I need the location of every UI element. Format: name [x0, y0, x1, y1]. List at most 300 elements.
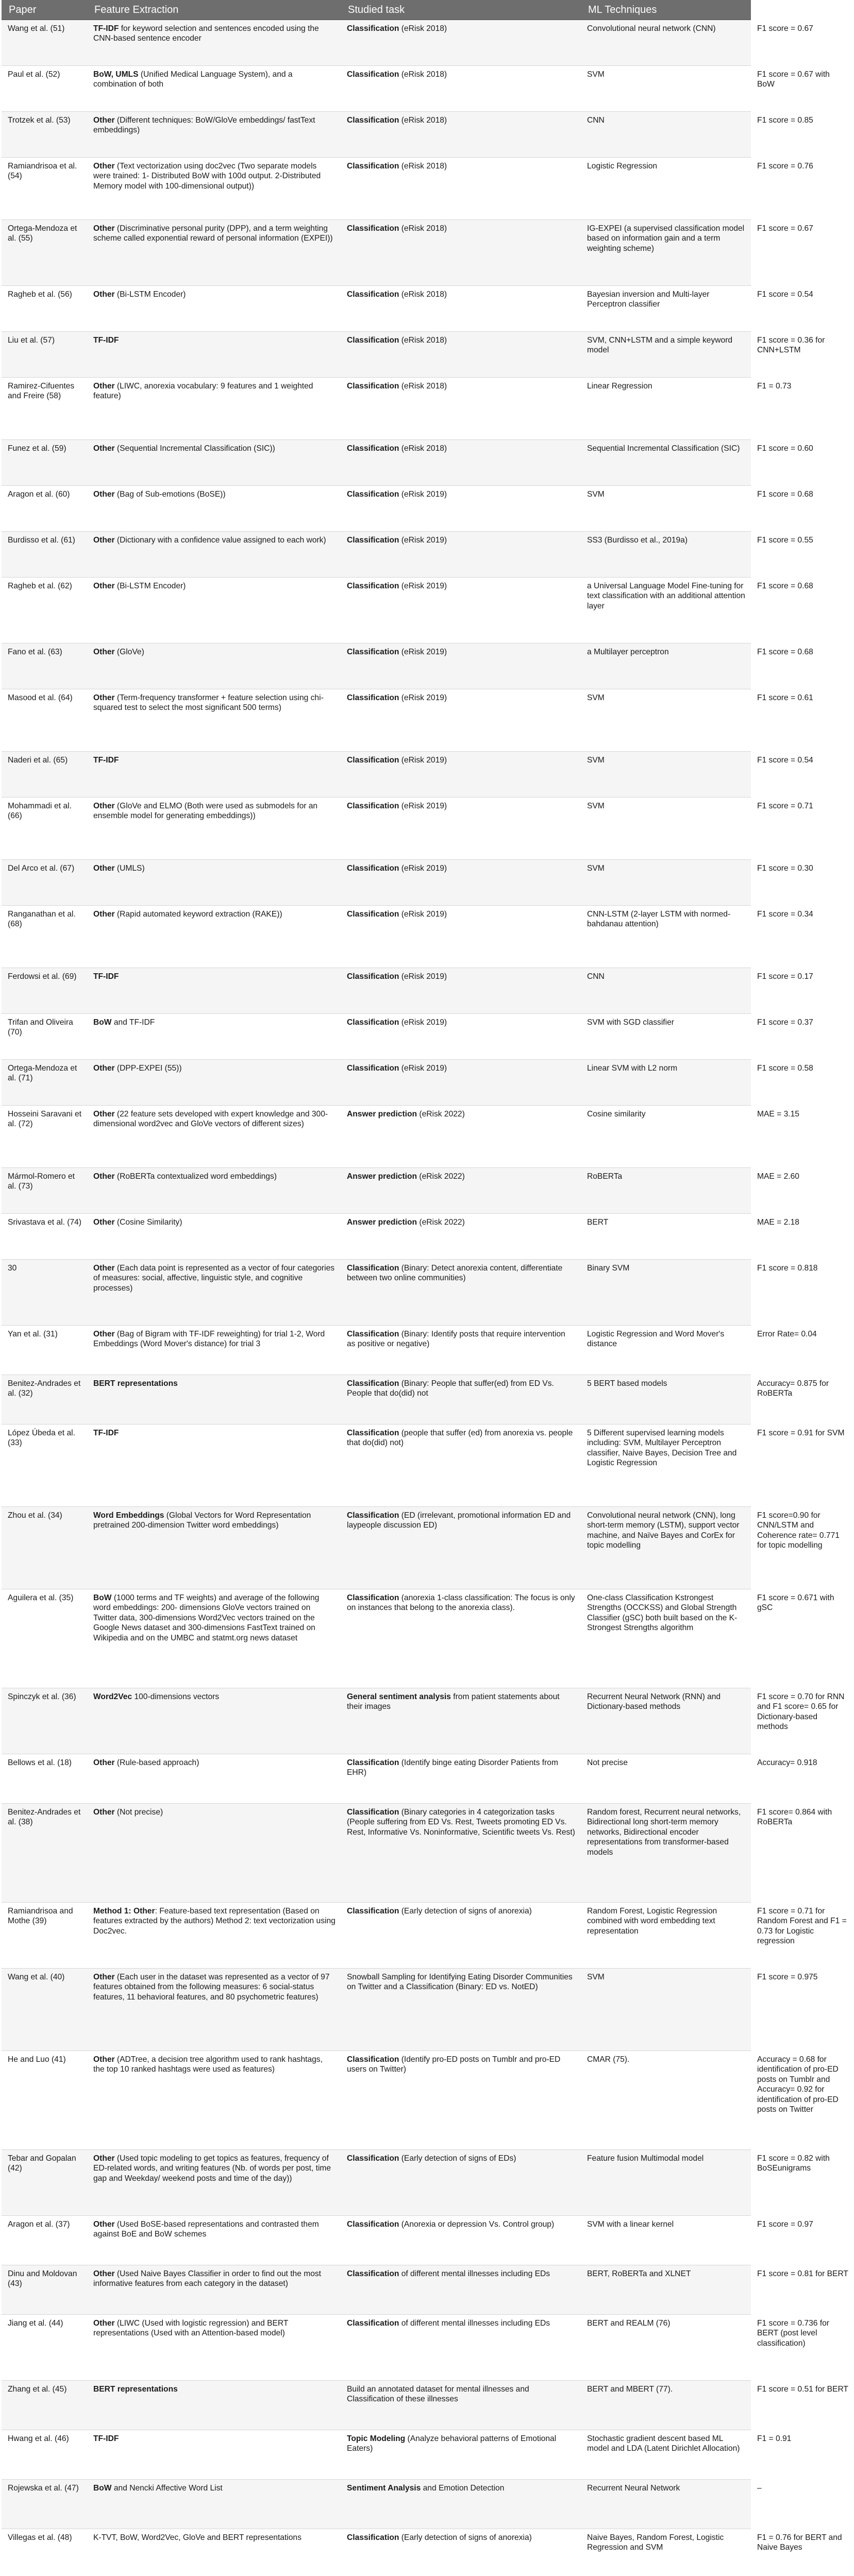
- cell-ml-techniques: [581, 2529, 751, 2576]
- cell-paper: [2, 2315, 87, 2380]
- task-detail: (eRisk 2022): [417, 1218, 465, 1227]
- task-detail: (Early detection of signs of anorexia): [399, 2533, 532, 2542]
- cell-studied-task: [341, 643, 581, 689]
- performance-value: F1 score= 0.864 with RoBERTa: [757, 1808, 832, 1827]
- cell-paper: [2, 578, 87, 643]
- task-type: Classification: [347, 2269, 399, 2278]
- cell-studied-task: [341, 689, 581, 751]
- cell-paper: [2, 332, 87, 377]
- table-row: [2, 158, 813, 220]
- cell-paper: [2, 2381, 87, 2430]
- task-type: Classification: [347, 444, 399, 453]
- task-type: Classification: [347, 802, 399, 810]
- table-row: [2, 1903, 847, 1969]
- paper-reference: Ferdowsi et al. (69): [8, 972, 77, 981]
- cell-ml-techniques: [581, 2430, 751, 2479]
- performance-value: Accuracy= 0.918: [757, 1758, 817, 1767]
- table-row: [2, 2051, 839, 2150]
- cell-feature-extraction: [87, 1106, 341, 1167]
- performance-value: F1 score = 0.54: [757, 290, 813, 299]
- task-type: Classification: [347, 972, 399, 981]
- feature-method: TF-IDF: [93, 2434, 119, 2443]
- table-row: [2, 1804, 832, 1903]
- performance-value: MAE = 3.15: [757, 1110, 799, 1118]
- paper-reference: Hwang et al. (46): [8, 2434, 69, 2443]
- feature-method: TF-IDF: [93, 336, 119, 345]
- performance-value: F1 score = 0.70 for RNN and F1 score= 0.65 for Dictionary-based methods: [757, 1692, 845, 1732]
- task-type: Classification: [347, 1264, 399, 1273]
- ml-technique: BERT and MBERT (77).: [587, 2385, 673, 2394]
- cell-feature-extraction: [87, 798, 341, 859]
- table-row: [2, 689, 813, 752]
- cell-feature-extraction: [87, 1804, 341, 1902]
- task-detail: (eRisk 2019): [399, 693, 447, 702]
- cell-performance: [751, 2430, 854, 2479]
- cell-feature-extraction: [87, 158, 341, 219]
- cell-paper: [2, 1903, 87, 1968]
- paper-reference: Del Arco et al. (67): [8, 864, 75, 873]
- table-row: [2, 1589, 834, 1688]
- task-detail: (Binary: People that suffer(ed) from ED Vs. People that do(did) not: [347, 1379, 554, 1398]
- performance-value: F1 score = 0.58: [757, 1064, 813, 1073]
- cell-ml-techniques: [581, 1060, 751, 1105]
- feature-detail: (Bi-LSTM Encoder): [114, 582, 186, 590]
- performance-value: –: [757, 2484, 762, 2493]
- table-row: [2, 1168, 799, 1214]
- feature-detail: (UMLS): [114, 864, 145, 873]
- paper-reference: Ramiandrisoa and Mothe (39): [8, 1907, 73, 1926]
- task-type: Classification: [347, 1594, 399, 1602]
- cell-paper: [2, 2480, 87, 2529]
- cell-paper: [2, 1014, 87, 1059]
- feature-method: Word Embeddings: [93, 1511, 164, 1520]
- cell-feature-extraction: [87, 2265, 341, 2314]
- paper-reference: Ramiandrisoa et al. (54): [8, 162, 77, 181]
- cell-studied-task: [341, 440, 581, 485]
- cell-feature-extraction: [87, 112, 341, 157]
- feature-detail: (GloVe and ELMO (Both were used as submodels for an ensemble model for generating embeddings)): [93, 802, 318, 821]
- feature-detail: (Each data point is represented as a vector of four categories of measures: social, affective, linguistic style, and cognitive processes): [93, 1264, 335, 1293]
- task-detail: Build an annotated dataset for mental illnesses and Classification of these illnesses: [347, 2385, 529, 2404]
- ml-technique: Linear Regression: [587, 382, 652, 391]
- task-detail: (eRisk 2019): [399, 756, 447, 765]
- ml-technique: SVM: [587, 1973, 605, 1981]
- table-body: [2, 20, 848, 2576]
- cell-feature-extraction: [87, 1375, 341, 1424]
- cell-studied-task: [341, 1804, 581, 1902]
- task-type: Classification: [347, 70, 399, 79]
- task-detail: (Early detection of signs of anorexia): [399, 1907, 532, 1916]
- task-type: Classification: [347, 1018, 399, 1027]
- performance-value: F1 score = 0.91 for SVM: [757, 1429, 845, 1437]
- table-row: [2, 378, 792, 440]
- feature-detail: 100-dimensions vectors: [132, 1692, 220, 1701]
- cell-performance: [751, 798, 854, 859]
- performance-value: MAE = 2.18: [757, 1218, 799, 1227]
- ml-technique: One-class Classification Kstrongest Strengths (OCCKSS) and Global Strength Classifier (gSC) both built based on the K-Strongest Strengths algorithm: [587, 1594, 738, 1633]
- table-row: [2, 20, 813, 66]
- feature-method: Other: [93, 1064, 115, 1073]
- feature-method: Other: [93, 444, 115, 453]
- cell-performance: [751, 158, 854, 219]
- cell-feature-extraction: [87, 689, 341, 751]
- paper-reference: Jiang et al. (44): [8, 2319, 63, 2328]
- table-row: [2, 1969, 818, 2051]
- paper-reference: López Úbeda et al. (33): [8, 1429, 75, 1448]
- comparison-table: [2, 0, 848, 2576]
- cell-performance: [751, 1804, 854, 1902]
- paper-reference: Fano et al. (63): [8, 648, 62, 656]
- cell-paper: [2, 1375, 87, 1424]
- feature-method: Other: [93, 1330, 115, 1338]
- cell-studied-task: [341, 1260, 581, 1325]
- cell-studied-task: [341, 2216, 581, 2265]
- header-performance: Performance: [758, 4, 817, 15]
- cell-performance: [751, 2529, 854, 2576]
- cell-performance: [751, 440, 854, 485]
- ml-technique: 5 Different supervised learning models including: SVM, Multilayer Perceptron classifier, Naive Bayes, Decision Tree and Logistic Regression: [587, 1429, 737, 1468]
- cell-studied-task: [341, 1688, 581, 1754]
- table-row: [2, 2480, 762, 2529]
- paper-reference: Wang et al. (51): [8, 24, 65, 33]
- cell-ml-techniques: [581, 798, 751, 859]
- cell-ml-techniques: [581, 1375, 751, 1424]
- cell-ml-techniques: [581, 1214, 751, 1259]
- cell-studied-task: [341, 906, 581, 968]
- feature-detail: (Each user in the dataset was represented as a vector of 97 features obtained from the following measures: 6 social-status features, 11 behavioral features, and 80 psychometric features): [93, 1973, 330, 2002]
- task-detail: (eRisk 2018): [399, 290, 447, 299]
- cell-studied-task: [341, 2315, 581, 2380]
- performance-value: F1 = 0.76 for BERT and Naive Bayes: [757, 2533, 842, 2552]
- cell-studied-task: [341, 2480, 581, 2529]
- cell-performance: [751, 1060, 854, 1105]
- cell-ml-techniques: [581, 1688, 751, 1754]
- cell-ml-techniques: [581, 2381, 751, 2430]
- task-type: Classification: [347, 116, 399, 125]
- cell-ml-techniques: [581, 968, 751, 1013]
- cell-ml-techniques: [581, 112, 751, 157]
- cell-paper: [2, 2265, 87, 2314]
- paper-reference: Mohammadi et al. (66): [8, 802, 72, 821]
- feature-method: Other: [93, 648, 115, 656]
- task-type: Classification: [347, 2319, 399, 2328]
- cell-paper: [2, 1260, 87, 1325]
- feature-method: Other: [93, 1808, 115, 1817]
- feature-detail: (GloVe): [114, 648, 144, 656]
- table-row: [2, 1754, 817, 1804]
- cell-ml-techniques: [581, 1804, 751, 1902]
- ml-technique: Random forest, Recurrent neural networks, Bidirectional long short-term memory networks, Bidirectional encoder representations from transformer-based models: [587, 1808, 741, 1857]
- ml-technique: Convolutional neural network (CNN): [587, 24, 716, 33]
- cell-paper: [2, 1214, 87, 1259]
- performance-value: Accuracy = 0.68 for identification of pro-ED posts on Tumblr and Accuracy= 0.92 for identification of pro-ED posts on Twitter: [757, 2055, 839, 2114]
- table-row: [2, 2529, 842, 2576]
- ml-technique: Cosine similarity: [587, 1110, 646, 1118]
- paper-reference: Bellows et al. (18): [8, 1758, 72, 1767]
- cell-feature-extraction: [87, 1260, 341, 1325]
- paper-reference: Rojewska et al. (47): [8, 2484, 79, 2493]
- cell-paper: [2, 2150, 87, 2215]
- cell-studied-task: [341, 532, 581, 577]
- cell-ml-techniques: [581, 1969, 751, 2050]
- ml-technique: a Universal Language Model Fine-tuning for text classification with an additional attention layer: [587, 582, 745, 611]
- cell-performance: [751, 286, 854, 331]
- feature-detail: and Nencki Affective Word List: [111, 2484, 223, 2493]
- cell-paper: [2, 20, 87, 65]
- cell-performance: [751, 2150, 854, 2215]
- feature-method: Other: [93, 864, 115, 873]
- cell-performance: [751, 752, 854, 797]
- cell-paper: [2, 1507, 87, 1589]
- cell-ml-techniques: [581, 2150, 751, 2215]
- feature-detail: (Text vectorization using doc2vec (Two separate models were trained: 1- Distributed BoW with 100d output. 2-Distributed Memory model with 100-dimensional output)): [93, 162, 321, 191]
- task-type: Classification: [347, 2154, 399, 2163]
- feature-detail: (Rule-based approach): [114, 1758, 199, 1767]
- cell-performance: [751, 1754, 854, 1803]
- cell-ml-techniques: [581, 2265, 751, 2314]
- ml-technique: SVM with a linear kernel: [587, 2220, 674, 2229]
- cell-paper: [2, 2051, 87, 2149]
- performance-value: F1 score = 0.736 for BERT (post level classification): [757, 2319, 829, 2348]
- feature-detail: (Sequential Incremental Classification (SIC)): [114, 444, 275, 453]
- task-type: Classification: [347, 1907, 399, 1916]
- ml-technique: SVM, CNN+LSTM and a simple keyword model: [587, 336, 733, 355]
- ml-technique: Random Forest, Logistic Regression combined with word embedding text representation: [587, 1907, 717, 1936]
- task-detail: (ED (irrelevant, promotional information ED and laypeople discussion ED): [347, 1511, 571, 1530]
- paper-reference: Ragheb et al. (62): [8, 582, 72, 590]
- ml-technique: Sequential Incremental Classification (SIC): [587, 444, 740, 453]
- cell-feature-extraction: [87, 332, 341, 377]
- cell-performance: [751, 332, 854, 377]
- task-type: Classification: [347, 382, 399, 391]
- task-detail: (Binary: Detect anorexia content, differentiate between two online communities): [347, 1264, 563, 1283]
- paper-reference: Srivastava et al. (74): [8, 1218, 82, 1227]
- task-type: Answer prediction: [347, 1172, 417, 1181]
- cell-studied-task: [341, 968, 581, 1013]
- paper-reference: Tebar and Gopalan (42): [8, 2154, 76, 2173]
- cell-performance: [751, 2480, 854, 2529]
- cell-studied-task: [341, 1425, 581, 1506]
- table-header: [2, 0, 817, 20]
- cell-studied-task: [341, 1507, 581, 1589]
- task-detail: (eRisk 2018): [399, 24, 447, 33]
- feature-detail: (Bag of Sub-emotions (BoSE)): [114, 490, 226, 499]
- task-detail: (eRisk 2019): [399, 1064, 447, 1073]
- feature-method: Other: [93, 1218, 115, 1227]
- performance-value: Accuracy= 0.875 for RoBERTa: [757, 1379, 829, 1398]
- cell-feature-extraction: [87, 20, 341, 65]
- performance-value: F1 score = 0.60: [757, 444, 813, 453]
- task-type: Classification: [347, 336, 399, 345]
- performance-value: Error Rate= 0.04: [757, 1330, 817, 1338]
- cell-ml-techniques: [581, 906, 751, 968]
- task-type: Answer prediction: [347, 1218, 417, 1227]
- cell-feature-extraction: [87, 2430, 341, 2479]
- paper-reference: Ortega-Mendoza et al. (71): [8, 1064, 77, 1083]
- cell-feature-extraction: [87, 1168, 341, 1213]
- cell-paper: [2, 1804, 87, 1902]
- cell-performance: [751, 112, 854, 157]
- feature-detail: (Used BoSE-based representations and contrasted them against BoE and BoW schemes: [93, 2220, 319, 2239]
- cell-ml-techniques: [581, 20, 751, 65]
- ml-technique: Logistic Regression: [587, 162, 658, 171]
- feature-detail: (Bi-LSTM Encoder): [114, 290, 186, 299]
- paper-reference: Spinczyk et al. (36): [8, 1692, 76, 1701]
- cell-feature-extraction: [87, 66, 341, 111]
- task-detail: and Emotion Detection: [421, 2484, 505, 2493]
- task-detail: Snowball Sampling for Identifying Eating Disorder Communities on Twitter and a Classification (Binary: ED vs. NotED): [347, 1973, 573, 1992]
- cell-studied-task: [341, 1214, 581, 1259]
- ml-technique: SVM: [587, 490, 605, 499]
- cell-ml-techniques: [581, 643, 751, 689]
- table-row: [2, 1260, 818, 1326]
- task-type: Classification: [347, 24, 399, 33]
- ml-technique: SVM: [587, 70, 605, 79]
- feature-method: Method 1: Other: [93, 1907, 155, 1916]
- paper-reference: Yan et al. (31): [8, 1330, 58, 1338]
- cell-studied-task: [341, 2150, 581, 2215]
- task-detail: (eRisk 2019): [399, 864, 447, 873]
- table-row: [2, 332, 825, 378]
- task-type: Answer prediction: [347, 1110, 417, 1118]
- paper-reference: Hosseini Saravani et al. (72): [8, 1110, 82, 1129]
- cell-feature-extraction: [87, 1589, 341, 1688]
- cell-performance: [751, 1214, 854, 1259]
- feature-detail: (Discriminative personal purity (DPP), and a term weighting scheme called exponential reward of personal information (EXPEI)): [93, 224, 333, 243]
- cell-ml-techniques: [581, 286, 751, 331]
- task-detail: (eRisk 2018): [399, 70, 447, 79]
- cell-studied-task: [341, 2381, 581, 2430]
- feature-method: Other: [93, 224, 115, 233]
- table-row: [2, 752, 813, 798]
- paper-reference: Masood et al. (64): [8, 693, 73, 702]
- table-row: [2, 1326, 817, 1375]
- feature-detail: (Used Naive Bayes Classifier in order to find out the most informative features from each category in the dataset): [93, 2269, 322, 2289]
- cell-studied-task: [341, 2265, 581, 2314]
- cell-feature-extraction: [87, 532, 341, 577]
- cell-performance: [751, 1903, 854, 1968]
- performance-value: F1 score = 0.67: [757, 24, 813, 33]
- cell-studied-task: [341, 1060, 581, 1105]
- cell-studied-task: [341, 220, 581, 285]
- cell-ml-techniques: [581, 440, 751, 485]
- paper-reference: Aguilera et al. (35): [8, 1594, 74, 1602]
- paper-reference: Ortega-Mendoza et al. (55): [8, 224, 77, 243]
- cell-feature-extraction: [87, 286, 341, 331]
- ml-technique: CNN: [587, 972, 605, 981]
- cell-performance: [751, 643, 854, 689]
- table-row: [2, 220, 813, 286]
- cell-paper: [2, 2430, 87, 2479]
- cell-ml-techniques: [581, 1260, 751, 1325]
- cell-studied-task: [341, 1375, 581, 1424]
- cell-ml-techniques: [581, 1168, 751, 1213]
- feature-method: Other: [93, 1110, 115, 1118]
- cell-ml-techniques: [581, 1589, 751, 1688]
- task-type: Classification: [347, 162, 399, 171]
- task-type: Classification: [347, 1511, 399, 1520]
- performance-value: F1 score = 0.76: [757, 162, 813, 171]
- cell-studied-task: [341, 158, 581, 219]
- feature-detail: (Term-frequency transformer + feature selection using chi-squared test to select the most significant 500 terms): [93, 693, 324, 713]
- table-row: [2, 440, 813, 486]
- cell-feature-extraction: [87, 2381, 341, 2430]
- cell-performance: [751, 20, 854, 65]
- paper-reference: 30: [8, 1264, 17, 1273]
- task-detail: (eRisk 2022): [417, 1110, 465, 1118]
- task-detail: (eRisk 2022): [417, 1172, 465, 1181]
- cell-studied-task: [341, 20, 581, 65]
- ml-technique: Linear SVM with L2 norm: [587, 1064, 678, 1073]
- performance-value: F1 score = 0.36 for CNN+LSTM: [757, 336, 825, 355]
- feature-method: Other: [93, 162, 115, 171]
- table-row: [2, 798, 813, 860]
- header-studied-task: Studied task: [348, 4, 405, 15]
- cell-paper: [2, 378, 87, 439]
- performance-value: F1 = 0.73: [757, 382, 792, 391]
- cell-paper: [2, 220, 87, 285]
- paper-reference: Aragon et al. (37): [8, 2220, 70, 2229]
- cell-paper: [2, 1425, 87, 1506]
- cell-performance: [751, 1106, 854, 1167]
- cell-studied-task: [341, 2529, 581, 2576]
- feature-method: Other: [93, 1758, 115, 1767]
- cell-ml-techniques: [581, 1903, 751, 1968]
- feature-detail: (RoBERTa contextualized word embeddings): [114, 1172, 277, 1181]
- cell-feature-extraction: [87, 2480, 341, 2529]
- performance-value: F1 score = 0.97: [757, 2220, 813, 2229]
- cell-paper: [2, 2216, 87, 2265]
- task-detail: (eRisk 2019): [399, 490, 447, 499]
- ml-technique: SS3 (Burdisso et al., 2019a): [587, 536, 688, 545]
- feature-detail: and TF-IDF: [111, 1018, 155, 1027]
- paper-reference: Benitez-Andrades et al. (32): [8, 1379, 81, 1398]
- feature-detail: (Rapid automated keyword extraction (RAKE)): [114, 910, 282, 919]
- performance-value: F1 score = 0.671 with gSC: [757, 1594, 834, 1613]
- cell-performance: [751, 220, 854, 285]
- table-row: [2, 486, 813, 532]
- cell-paper: [2, 798, 87, 859]
- task-detail: (eRisk 2018): [399, 444, 447, 453]
- cell-ml-techniques: [581, 2051, 751, 2149]
- cell-ml-techniques: [581, 332, 751, 377]
- cell-feature-extraction: [87, 1754, 341, 1803]
- ml-technique: Stochastic gradient descent based ML model and LDA (Latent Dirichlet Allocation): [587, 2434, 740, 2453]
- task-type: Classification: [347, 693, 399, 702]
- cell-performance: [751, 1326, 854, 1375]
- cell-paper: [2, 2529, 87, 2576]
- performance-value: F1 score = 0.81 for BERT: [757, 2269, 848, 2278]
- cell-feature-extraction: [87, 486, 341, 531]
- cell-feature-extraction: [87, 2150, 341, 2215]
- cell-performance: [751, 2265, 854, 2314]
- task-detail: (eRisk 2019): [399, 972, 447, 981]
- ml-technique: Bayesian inversion and Multi-layer Perceptron classifier: [587, 290, 710, 309]
- cell-ml-techniques: [581, 860, 751, 905]
- cell-paper: [2, 643, 87, 689]
- cell-ml-techniques: [581, 1425, 751, 1506]
- paper-reference: Wang et al. (40): [8, 1973, 65, 1981]
- ml-technique: BERT, RoBERTa and XLNET: [587, 2269, 691, 2278]
- table-row: [2, 1060, 813, 1106]
- task-detail: of different mental illnesses including EDs: [399, 2269, 550, 2278]
- cell-paper: [2, 1969, 87, 2050]
- paper-reference: Burdisso et al. (61): [8, 536, 75, 545]
- task-type: Classification: [347, 648, 399, 656]
- cell-performance: [751, 906, 854, 968]
- cell-studied-task: [341, 1106, 581, 1167]
- cell-ml-techniques: [581, 158, 751, 219]
